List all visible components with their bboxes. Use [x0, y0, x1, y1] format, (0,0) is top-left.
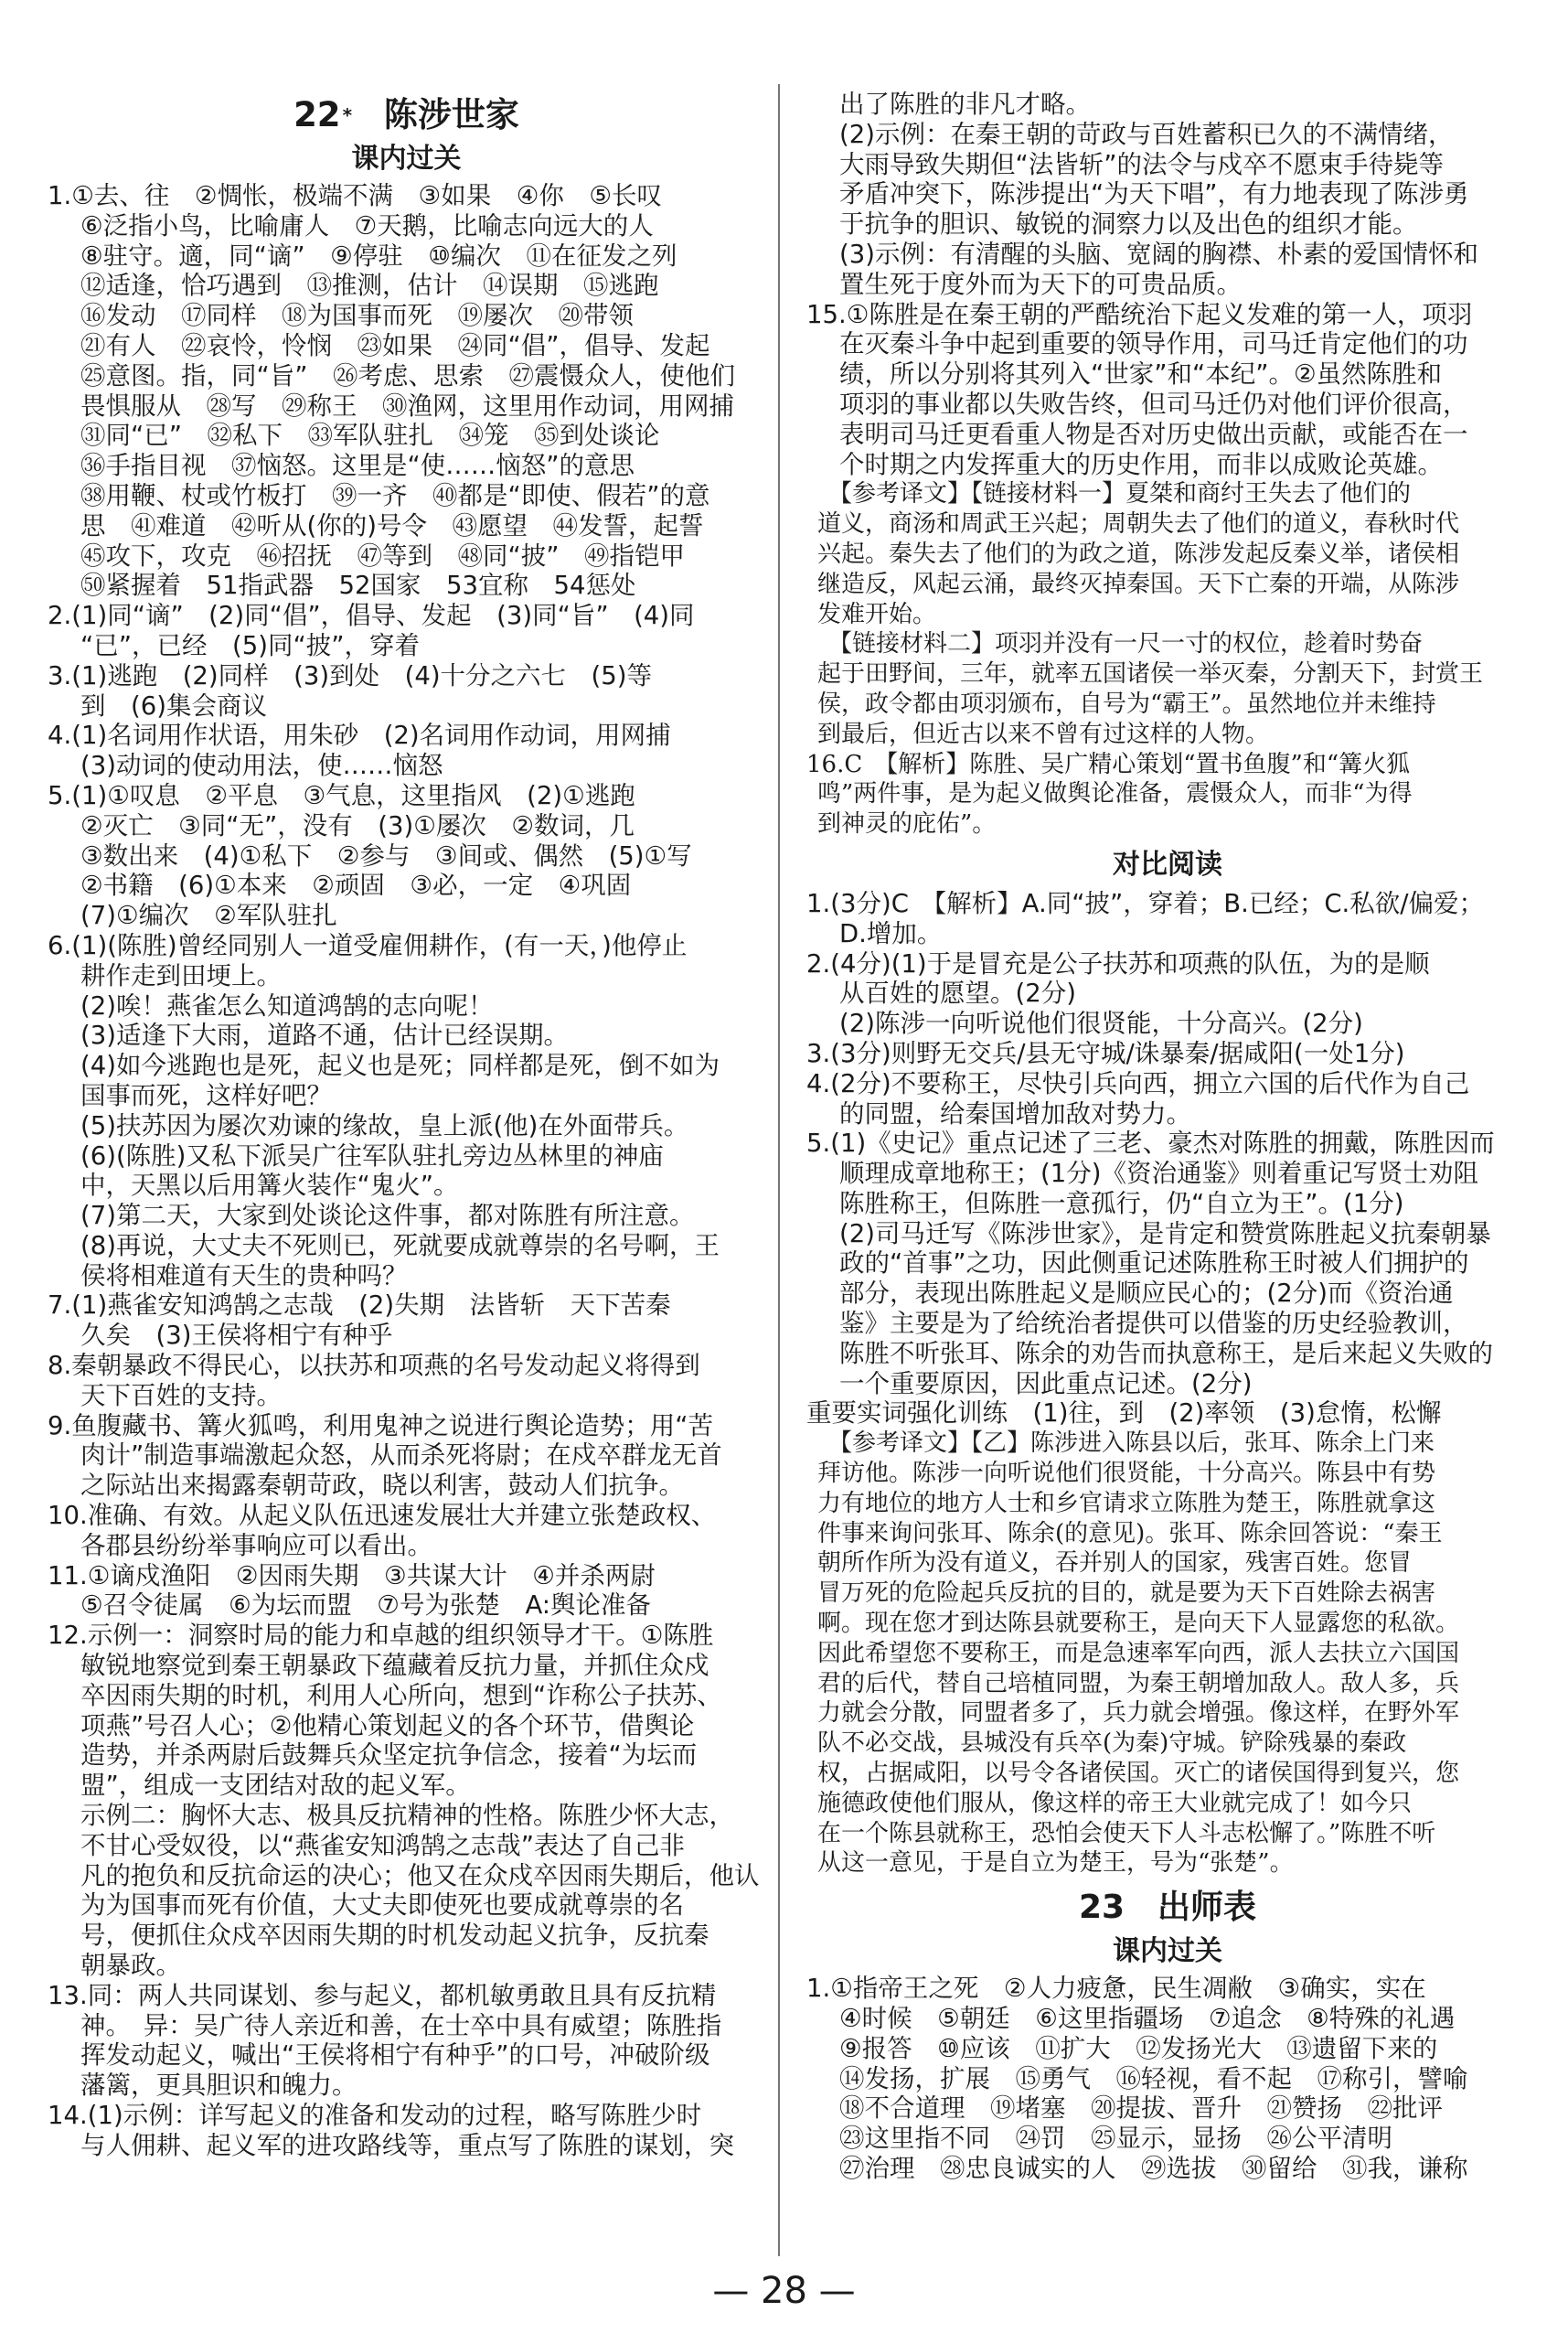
- text-line: 到 (6)集会商议: [80, 690, 267, 721]
- text-line: ③数出来 (4)①私下 ②参与 ③间或、偶然 (5)①写: [80, 840, 692, 871]
- text-line: (2)唉！燕雀怎么知道鸿鹄的志向呢！: [80, 990, 494, 1021]
- section-title-keneiguoguan: 课内过关: [351, 143, 462, 175]
- text-line: ⑥泛指小鸟，比喻庸人 ⑦天鹅，比喻志向远大的人: [80, 210, 654, 241]
- text-line: 思 ㊶难道 ㊷听从(你的)号令 ㊸愿望 ㊹发誓，起誓: [80, 510, 704, 541]
- text-line: 拜访他。陈涉一向听说他们很贤能，十分高兴。陈县中有势: [817, 1460, 1436, 1488]
- text-line: ㉛同“已” ㉜私下 ㉝军队驻扎 ㉞笼 ㉟到处谈论: [80, 421, 660, 451]
- text-line: 鉴》主要是为了给统治者提供可以借鉴的历史经验教训，: [839, 1309, 1468, 1339]
- text-line: 11.①谪戍渔阳 ②因雨失期 ③共谋大计 ④并杀两尉: [48, 1560, 656, 1590]
- text-line: ⑫适逢，恰巧遇到 ⑬推测，估计 ⑭误期 ⑮逃跑: [80, 271, 659, 301]
- text-line: 力有地位的地方人士和乡官请求立陈胜为楚王，陈胜就拿这: [817, 1489, 1436, 1517]
- answer-list-lesson-23: [806, 1974, 1529, 2184]
- text-line: 与人佣耕、起义军的进攻路线等，重点写了陈胜的谋划，突: [80, 2130, 734, 2160]
- text-line: 耕作走到田埂上。: [80, 960, 282, 990]
- text-line: 的同盟，给秦国增加敌对势力。: [839, 1098, 1191, 1129]
- text-line: 2.(4分)(1)于是冒充是公子扶苏和项燕的队伍，为的是顺: [806, 948, 1430, 979]
- text-line: 5.(1)《史记》重点记述了三老、豪杰对陈胜的拥戴，陈胜因而: [806, 1129, 1495, 1159]
- contrast-reading-answers: [806, 889, 1529, 1429]
- text-line: 一个重要原因，因此重点记述。(2分): [839, 1368, 1253, 1398]
- text-line: 敏锐地察觉到秦王朝暴政下蕴藏着反抗力量，并抓住众戍: [80, 1651, 709, 1681]
- text-line: 表明司马迁更看重人物是否对历史做出贡献，或能否在一: [839, 419, 1468, 449]
- text-line: ④时候 ⑤朝廷 ⑥这里指疆场 ⑦追念 ⑧特殊的礼遇: [839, 2004, 1456, 2034]
- text-line: 施德政使他们服从，像这样的帝王大业就完成了！如今只: [817, 1789, 1413, 1817]
- text-line: (6)(陈胜)又私下派吴广往军队驻扎旁边丛林里的神庙: [80, 1140, 664, 1171]
- text-line: 矛盾冲突下，陈涉提出“为天下唱”，有力地表现了陈涉勇: [839, 179, 1469, 209]
- text-line: 5.(1)①叹息 ②平息 ③气息，这里指风 (2)①逃跑: [48, 780, 635, 810]
- text-line: 绩，所以分别将其列入“世家”和“本纪”。②虽然陈胜和: [839, 359, 1443, 390]
- text-line: 件事来询问张耳、陈余(的意见)。张耳、陈余回答说：“秦王: [817, 1519, 1443, 1547]
- text-line: 兴起。秦失去了他们的为政之道，陈涉发起反秦义举，诸侯相: [817, 540, 1460, 568]
- text-line: 大雨导致失期但“法皆斩”的法令与戍卒不愿束手待毙等: [839, 149, 1444, 179]
- text-line: ②灭亡 ③同“无”，没有 (3)①屡次 ②数词，几: [80, 810, 635, 840]
- text-line: ⑯发动 ⑰同样 ⑱为国事而死 ⑲屡次 ⑳带领: [80, 301, 634, 331]
- section-title-lesson-23: 课内过关: [1113, 1935, 1222, 1968]
- lesson-23-title: 23 出师表: [1078, 1889, 1257, 1927]
- text-line: 在一个陈县就称王，恐怕会使天下人斗志松懈了。”陈胜不听: [817, 1819, 1436, 1847]
- text-line: ⑤召令徒属 ⑥为坛而盟 ⑦号为张楚 A:舆论准备: [80, 1590, 652, 1621]
- column-divider: [778, 84, 780, 2256]
- reference-translation: [806, 479, 1529, 840]
- text-line: 造势，并杀两尉后鼓舞兵众坚定抗争信念，接着“为坛而: [80, 1740, 698, 1771]
- contrast-reading-translation: [806, 1429, 1529, 1878]
- text-line: 10.准确、有效。从起义队伍迅速发展壮大并建立张楚政权、: [48, 1501, 717, 1531]
- text-line: 权，占据咸阳，以号令各诸侯国。灭亡的诸侯国得到复兴，您: [817, 1760, 1460, 1788]
- text-line: ㉑有人 ㉒哀怜，怜悯 ㉓如果 ㉔同“倡”，倡导、发起: [80, 330, 710, 360]
- text-line: 号，便抓住众戍卒因雨失期的时机发动起义抗争，反抗秦: [80, 1921, 709, 1951]
- text-line: 从这一意见，于是自立为楚王，号为“张楚”。: [817, 1849, 1294, 1878]
- text-line: ⑧驻守。適，同“谪” ⑨停驻 ⑩编次 ⑪在征发之列: [80, 241, 677, 271]
- text-line: 13.同：两人共同谋划、参与起义，都机敏勇敢且具有反抗精: [48, 1980, 717, 2010]
- text-line: (3)动词的使动用法，使……恼怒: [80, 751, 443, 781]
- text-line: 起于田野间，三年，就率五国诸侯一举灭秦，分割天下，封赏王: [817, 660, 1484, 689]
- text-line: 1.(3分)C 【解析】A.同“披”，穿着；B.已经；C.私欲/偏爱；: [806, 888, 1485, 918]
- text-line: 为为国事而死有价值，大丈夫即使死也要成就尊崇的名: [80, 1890, 684, 1921]
- lesson-number: 22: [293, 95, 341, 134]
- text-line: 力就会分散，同盟者多了，兵力就会增强。像这样，在野外军: [817, 1699, 1460, 1728]
- text-line: 部分，表现出陈胜起义是顺应民心的；(2分)而《资治通: [839, 1279, 1454, 1309]
- text-line: 之际站出来揭露秦朝苛政，晓以利害，鼓动人们抗争。: [80, 1471, 684, 1501]
- text-line: ㊱手指目视 ㊲恼怒。这里是“使……恼怒”的意思: [80, 451, 635, 481]
- text-line: 于抗争的胆识、敏锐的洞察力以及出色的组织才能。: [839, 209, 1418, 240]
- text-line: (2)司马迁写《陈涉世家》，是肯定和赞赏陈胜起义抗秦朝暴: [839, 1218, 1491, 1248]
- page-number: — 28 —: [712, 2270, 856, 2312]
- text-line: 政的“首事”之功，因此侧重记述陈胜称王时被人们拥护的: [839, 1248, 1469, 1279]
- text-line: 3.(1)逃跑 (2)同样 (3)到处 (4)十分之六七 (5)等: [48, 660, 653, 690]
- left-column: [48, 90, 765, 2161]
- text-line: (4)如今逃跑也是死，起义也是死；同样都是死，倒不如为: [80, 1051, 720, 1081]
- answer-list-continued: [806, 90, 1529, 479]
- text-line: 畏惧服从 ㉘写 ㉙称王 ㉚渔网，这里用作动词，用网捕: [80, 391, 734, 421]
- right-column: [806, 90, 1529, 2184]
- text-line: ㊳用鞭、杖或竹板打 ㊴一齐 ㊵都是“即使、假若”的意: [80, 480, 710, 510]
- text-line: 君的后代，替自己培植同盟，为秦王朝增加敌人。敌人多，兵: [817, 1669, 1460, 1697]
- text-line: 在灭秦斗争中起到重要的领导作用，司马迁肯定他们的功: [839, 329, 1468, 359]
- text-line: 顺理成章地称王；(1分)《资治通鉴》则着重记写贤士劝阻: [839, 1159, 1478, 1189]
- text-line: 4.(1)名词用作状语，用朱砂 (2)名词用作动词，用网捕: [48, 721, 671, 751]
- text-line: 陈胜称王，但陈胜一意孤行，仍“自立为王”。(1分): [839, 1188, 1404, 1218]
- text-line: 朝所作所为没有道义，吞并别人的国家，残害百姓。您冒: [817, 1549, 1413, 1578]
- text-line: 12.示例一：洞察时局的能力和卓越的组织领导才干。①陈胜: [48, 1621, 714, 1651]
- text-line: (7)①编次 ②军队驻扎: [80, 901, 337, 931]
- text-line: 凡的抱负和反抗命运的决心；他又在众戍卒因雨失期后，他认: [80, 1860, 760, 1890]
- text-line: 4.(2分)不要称王，尽快引兵向西，拥立六国的后代作为自己: [806, 1068, 1470, 1098]
- text-line: 出了陈胜的非凡才略。: [839, 90, 1091, 119]
- text-line: 冒万死的危险起兵反抗的目的，就是要为天下百姓除去祸害: [817, 1579, 1436, 1608]
- text-line: 9.鱼腹藏书、篝火狐鸣，利用鬼神之说进行舆论造势；用“苦: [48, 1410, 713, 1440]
- text-line: 从百姓的愿望。(2分): [839, 979, 1076, 1009]
- text-line: “已”，已经 (5)同“披”，穿着: [80, 630, 420, 660]
- text-line: 2.(1)同“谪” (2)同“倡”，倡导、发起 (3)同“旨” (4)同: [48, 601, 695, 631]
- text-line: (3)示例：有清醒的头脑、宽阔的胸襟、朴素的爱国情怀和: [839, 239, 1478, 269]
- text-line: 藩篱，更具胆识和魄力。: [80, 2071, 357, 2101]
- text-line: ㉕意图。指，同“旨” ㉖考虑、思索 ㉗震慑众人，使他们: [80, 360, 735, 391]
- text-line: 因此希望您不要称王，而是急速率军向西，派人去扶立六国国: [817, 1639, 1460, 1667]
- text-line: ㊺攻下，攻克 ㊻招抚 ㊼等到 ㊽同“披” ㊾指铠甲: [80, 541, 685, 571]
- text-line: 挥发动起义，喊出“王侯将相宁有种乎”的口号，冲破阶级: [80, 2040, 710, 2071]
- text-line: 项羽的事业都以失败告终，但司马迁仍对他们评价很高，: [839, 389, 1468, 419]
- text-line: 各郡县纷纷举事响应可以看出。: [80, 1530, 432, 1560]
- text-line: (2)示例：在秦王朝的苛政与百姓蓄积已久的不满情绪，: [839, 119, 1454, 149]
- text-line: 中，天黑以后用篝火装作“鬼火”。: [80, 1171, 459, 1201]
- text-line: 国事而死，这样好吧？: [80, 1080, 332, 1110]
- text-line: (5)扶苏因为屡次劝谏的缘故，皇上派(他)在外面带兵。: [80, 1110, 689, 1140]
- text-line: 道义，商汤和周武王兴起；周朝失去了他们的道义，春秋时代: [817, 510, 1460, 539]
- text-line: 神。 异：吴广待人亲近和善，在士卒中具有威望；陈胜指: [80, 2010, 722, 2040]
- text-line: 鸣”两件事，是为起义做舆论准备，震慑众人，而非“为得: [817, 780, 1413, 808]
- text-line: 到最后，但近古以来不曾有过这样的人物。: [817, 720, 1270, 748]
- text-line: 队不必交战，县城没有兵卒(为秦)守城。铲除残暴的秦政: [817, 1729, 1407, 1758]
- text-line: 卒因雨失期的时机，利用人心所向，想到“诈称公子扶苏、: [80, 1680, 722, 1710]
- text-line: 示例二：胸怀大志、极具反抗精神的性格。陈胜少怀大志，: [80, 1801, 734, 1831]
- text-line: 置生死于度外而为天下的可贵品质。: [839, 269, 1242, 299]
- section-title-contrast-reading: 对比阅读: [1113, 848, 1222, 881]
- text-line: 【链接材料二】项羽并没有一尺一寸的权位，趁着时势奋: [828, 630, 1424, 658]
- text-line: 1.①指帝王之死 ②人力疲惫，民生凋敝 ③确实，实在: [806, 1974, 1426, 2004]
- text-line: 朝暴政。: [80, 1951, 181, 1981]
- text-line: 7.(1)燕雀安知鸿鹄之志哉 (2)失期 法皆斩 天下苦秦: [48, 1290, 671, 1321]
- answer-list-lesson-22: [48, 181, 765, 2161]
- text-line: 陈胜不听张耳、陈余的劝告而执意称王，是后来起义失败的: [839, 1338, 1493, 1368]
- text-line: 3.(3分)则野无交兵/县无守城/诛暴秦/据咸阳(一处1分): [806, 1038, 1405, 1068]
- text-line: ㉗治理 ㉘忠良诚实的人 ㉙选拔 ㉚留给 ㉛我，谦称: [839, 2154, 1468, 2183]
- text-line: 不甘心受奴役，以“燕雀安知鸿鹄之志哉”表达了自己非: [80, 1830, 685, 1860]
- text-line: D.增加。: [839, 918, 943, 948]
- text-line: ⑨报答 ⑩应该 ⑪扩大 ⑫发扬光大 ⑬遗留下来的: [839, 2033, 1438, 2063]
- text-line: 久矣 (3)王侯将相宁有种乎: [80, 1321, 393, 1351]
- text-line: 继造反，风起云涌，最终灭掉秦国。天下亡秦的开端，从陈涉: [817, 570, 1460, 598]
- text-line: 14.(1)示例：详写起义的准备和发动的过程，略写陈胜少时: [48, 2101, 702, 2130]
- text-line: 发难开始。: [817, 600, 937, 628]
- optional-star: *: [342, 104, 353, 126]
- text-line: 【参考译文】【乙】陈涉进入陈县以后，张耳、陈余上门来: [828, 1429, 1435, 1458]
- text-line: ②书籍 (6)①本来 ②顽固 ③必，一定 ④巩固: [80, 871, 632, 901]
- text-line: 肉计”制造事端激起众怒，从而杀死将尉；在戍卒群龙无首: [80, 1440, 722, 1471]
- text-line: (7)第二天，大家到处谈论这件事，都对陈胜有所注意。: [80, 1201, 695, 1231]
- text-line: 侯，政令都由项羽颁布，自号为“霸王”。虽然地位并未维持: [817, 690, 1436, 718]
- text-line: 重要实词强化训练 (1)往，到 (2)率领 (3)怠惰，松懈: [806, 1398, 1442, 1429]
- lesson-22-title: [48, 91, 765, 139]
- text-line: ㊿紧握着 51指武器 52国家 53宜称 54惩处: [80, 571, 636, 601]
- text-line: 1.①去、往 ②惆怅，极端不满 ③如果 ④你 ⑤长叹: [48, 181, 663, 210]
- text-line: 8.秦朝暴政不得民心，以扶苏和项燕的名号发动起义将得到: [48, 1351, 700, 1381]
- text-line: 天下百姓的支持。: [80, 1380, 282, 1410]
- text-line: 到神灵的庇佑”。: [817, 810, 997, 839]
- text-line: 盟”，组成一支团结对敌的起义军。: [80, 1771, 471, 1801]
- text-line: 16.C 【解析】陈胜、吴广精心策划“置书鱼腹”和“篝火狐: [806, 750, 1411, 778]
- text-line: ㉓这里指不同 ㉔罚 ㉕显示，显扬 ㉖公平清明: [839, 2124, 1392, 2154]
- text-line: 【参考译文】【链接材料一】夏桀和商纣王失去了他们的: [828, 480, 1412, 508]
- text-line: 15.①陈胜是在秦王朝的严酷统治下起义发难的第一人，项羽: [806, 299, 1473, 329]
- text-line: 个时期之内发挥重大的历史作用，而非以成败论英雄。: [839, 449, 1443, 479]
- lesson-name: 陈涉世家: [383, 95, 519, 134]
- text-line: 项燕”号召人心；②他精心策划起义的各个环节，借舆论: [80, 1710, 695, 1740]
- text-line: 侯将相难道有天生的贵种吗？: [80, 1260, 408, 1290]
- text-line: (8)再说，大丈夫不死则已，死就要成就尊崇的名号啊，王: [80, 1230, 720, 1260]
- text-line: ⑱不合道理 ⑲堵塞 ⑳提拔、晋升 ㉑赞扬 ㉒批评: [839, 2093, 1443, 2124]
- text-line: ⑭发扬，扩展 ⑮勇气 ⑯轻视，看不起 ⑰称引，譬喻: [839, 2063, 1468, 2093]
- text-line: (3)适逢下大雨，道路不通，估计已经误期。: [80, 1021, 569, 1051]
- text-line: 6.(1)(陈胜)曾经同别人一道受雇佣耕作，(有一天，)他停止: [48, 930, 688, 960]
- text-line: 啊。现在您才到达陈县就要称王，是向天下人显露您的私欲。: [817, 1610, 1460, 1638]
- text-line: (2)陈涉一向听说他们很贤能，十分高兴。(2分): [839, 1009, 1363, 1039]
